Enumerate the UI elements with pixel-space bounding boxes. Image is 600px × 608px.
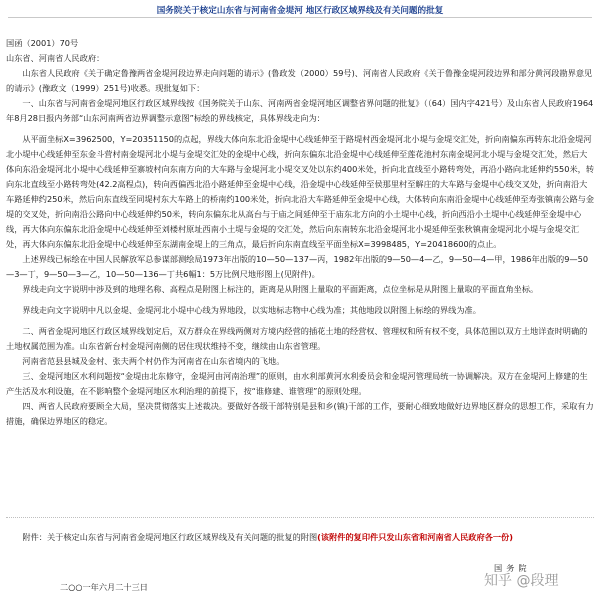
doc-number: 国函（2001）70号 <box>6 38 79 48</box>
paragraph-9: 三、金堤河地区水利问题按“金堤由北东修守，金堤河由河南治理”的原则，由水利部黄河水利委员会和金堤河管理局统一协调解决。双方在金堤河上修建的生产生活及水利设施，在不影响整个金堤河地区水利治理的前提下，按“谁修建、谁管理”的原则处理。 <box>6 371 588 396</box>
issue-date: 二○○一年六月二十三日 <box>60 582 148 592</box>
watermark-text: 知乎 @段理 <box>484 573 559 589</box>
attachment-red-note: (该附件的复印件只发山东省和河南省人民政府各一份) <box>317 532 513 542</box>
paragraph-2: 一、山东省与河南省金堤河地区行政区域界线按《国务院关于山东、河南两省金堤河地区调整省界问题的批复》（（64）国内字421号）及山东省人民政府1964年8月28日报内务部“山东河南两省边界调整示意图”标绘的界线核定，具体界线走向为： <box>6 98 594 123</box>
attachment-note <box>6 530 594 545</box>
attachment-divider <box>6 517 594 518</box>
paragraph-10: 四、两省人民政府要顾全大局，坚决贯彻落实上述裁决。要做好各级干部特别是县和乡(镇)干部的工作，要耐心细致地做好边界地区群众的思想工作，采取有力措施，确保边界地区的稳定。 <box>6 401 594 426</box>
document-body <box>6 36 594 429</box>
issuer-signature: 国务院 <box>494 563 531 573</box>
title-divider <box>8 17 592 18</box>
attachment-label: 附件：关于核定山东省与河南省金堤河地区行政区域界线及有关问题的批复的附图 <box>22 532 318 542</box>
page-title: 国务院关于核定山东省与河南省金堤河 地区行政区域界线及有关问题的批复 <box>156 6 444 16</box>
paragraph-3: 从平面坐标X=3962500，Y=20351150的点起，界线大体向东北沿金堤中心线延伸至于路堤村西金堤河北小堤与金堤交汇处，折向南偏东再转东北沿金堤河北小堤中心线延伸至东金斗营村南金堤河北小堤与金堤交汇处的金堤中心线，折向东偏东北沿金堤中心线延伸至莲花池村东南金堤河北小堤与金堤交汇处，然后大体向东沿金堤河北小堤中心线延伸至寨坡村向东南方向的大车路与金堤河北小堤交叉处以东约400米处，折向北直线至小路转弯处，再沿小路向北延伸约550米，转向东北直线至小路转弯处(42.2高程点)，转向西偏西北沿小路延伸至金堤中心线，沿金堤中心线延伸至侯那里村至解庄的大车路与金堤中心线交叉处，折向南沿大车路延伸约250米，然后向东直线至同堤村东大车路上的桥南约100米处，折向北沿大车路延伸至金堤中心线，大体转向东南沿金堤中心线延伸至寿张镇南公路与金堤的交叉处，折向南沿公路向中心线延伸约50米，转向东偏东北从高台与于庙之间延伸至于庙东北方向的小土堤中心线，折向西沿小土堤中心线延伸至金堤中心线，再大体向东偏东北沿金堤中心线延伸至刘楼村原址西南小土堤与金堤的交汇处，然后向东南转东北沿金堤河北小堤延伸至张秋镇南金堤河北小堤与金堤交汇处，再大体向东偏东北沿金堤中心线延伸至东湖南金堤上的三角点，最后折向东南直线至平面坐标X=3998485，Y=20418600的点止。 <box>6 134 595 249</box>
paragraph-7: 二、两省金堤河地区行政区域界线划定后，双方群众在界线两侧对方境内经营的插花土地的经营权、管理权和所有权不变，具体范围以双方土地详查时明确的土地权属范围为准。山东省新台村金堤河南侧的居住现状维持不变，继续由山东省管理。 <box>6 326 588 351</box>
addressee: 山东省、河南省人民政府： <box>6 53 105 63</box>
paragraph-5: 界线走向文字说明中涉及到的地理名称、高程点是附图上标注的，距离是从附图上量取的平面距离，点位坐标是从附图上量取的平面直角坐标。 <box>22 284 539 294</box>
paragraph-4: 上述界线已标绘在中国人民解放军总参谋部测绘局1973年出版的10—50—137—丙，1982年出版的9—50—4—乙，9—50—4—甲，1986年出版的9—50—3—丁，9—50—3—乙，10—50—136—丁共6幅1：5万比例尺地形图上(见附件)。 <box>6 254 589 279</box>
paragraph-8: 河南省范县县城及金村、张夫两个村仍作为河南省在山东省境内的飞地。 <box>22 356 285 366</box>
paragraph-1: 山东省人民政府《关于确定鲁豫两省金堤河段边界走向问题的请示》(鲁政发（2000）59号)、河南省人民政府《关于鲁豫金堤河段边界和部分黄河段勘界意见的请示》(豫政文（1999）251号)收悉。现批复如下： <box>6 68 593 93</box>
paragraph-6: 界线走向文字说明中凡以金堤、金堤河北小堤中心线为界地段，以实地标志物中心线为准；其他地段以附图上标绘的界线为准。 <box>22 305 481 315</box>
